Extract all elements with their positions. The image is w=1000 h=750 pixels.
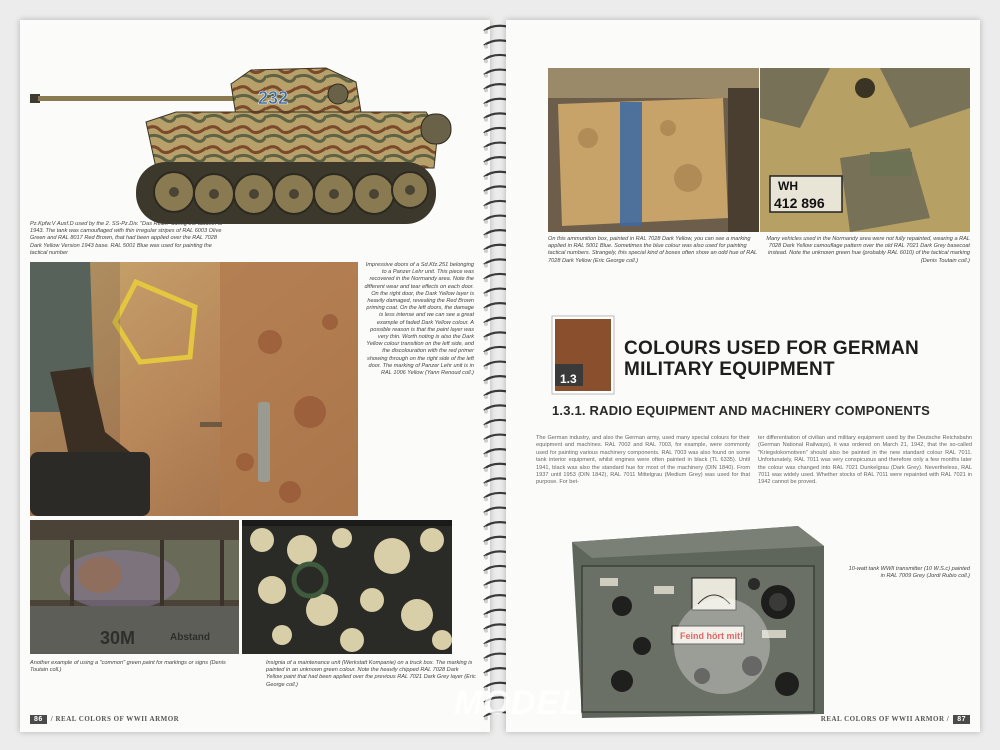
truck-box-photo xyxy=(242,520,452,654)
left-footer xyxy=(30,715,179,724)
binding-hole xyxy=(484,132,488,136)
binding-hole xyxy=(484,672,488,676)
section-title-line-1: COLOURS USED FOR GERMAN xyxy=(624,338,920,359)
truck-box-caption: Insignia of a maintenance unit (Werkstatt Kompanie) on a truck box. The marking is painted in an unknown green colour. Note the heavily chipped RAL 7028 Dark Yellow paint that had been applied over the previous RAL 7021 Dark Grey layer (Eric George coll.) xyxy=(266,660,476,688)
door-caption: Impressive doors of a Sd.Kfz.251 belonging to a Panzer Lehr unit. This piece was recovered in the Normandy area. Note the different wear and tear effects on each door. On the right door, the Dark Yellow layer is heavily damaged, revealing the Red Brown priming coat. On the left doors, the damage is less intense and we can see a great example of faded Dark Yellow colour. A possible reason is that the paint layer was very thin. Worth noting is also the Dark Yellow colour transition on the left side, and the discolouration with the red primer showing through on the right side of the left door. The marking of Panzer Lehr unit is in RAL 1006 Yellow (Yann Renoud coll.) xyxy=(364,262,474,377)
binding-hole xyxy=(484,205,488,209)
binding-hole xyxy=(484,337,488,341)
binding-hole xyxy=(484,599,488,603)
binding-hole xyxy=(484,45,488,49)
binding-hole xyxy=(484,307,488,311)
green-marking-photo xyxy=(30,520,239,654)
green-marking-caption: Another example of using a "common" green paint for markings or signs (Denis Toutain coll.) xyxy=(30,660,226,674)
binding-hole xyxy=(484,541,488,545)
right-footer-text: REAL COLORS OF WWII ARMOR / xyxy=(820,715,950,723)
section-title-line-2: MILITARY EQUIPMENT xyxy=(624,359,835,380)
binding-hole xyxy=(484,468,488,472)
plate-line-2: 412 896 xyxy=(774,195,825,211)
binding-hole xyxy=(484,264,488,268)
left-footer-text: / REAL COLORS OF WWII ARMOR xyxy=(50,715,180,723)
binding-hole xyxy=(484,658,488,662)
binding-hole xyxy=(484,234,488,238)
binding-hole xyxy=(484,176,488,180)
binding-hole xyxy=(484,497,488,501)
vehicle-caption: Many vehicles used in the Normandy area were not fully repainted, wearing a RAL 7028 Dark Yellow camouflage pattern over the old RAL 7021 Dark Grey basecoat instead. Note the unknown green hue (probably RAL 6010) of the tactical marking (Denis Toutain coll.) xyxy=(766,236,970,264)
binding-hole xyxy=(484,88,488,92)
binding-hole xyxy=(484,293,488,297)
binding-hole xyxy=(484,191,488,195)
binding-hole xyxy=(484,59,488,63)
tactical-number: 232 xyxy=(258,88,289,108)
binding-hole xyxy=(484,147,488,151)
binding-hole xyxy=(484,614,488,618)
binding-hole xyxy=(484,380,488,384)
ammo-box-caption: On this ammunition box, painted in RAL 7028 Dark Yellow, you can see a marking applied in RAL 5001 Blue. Sometimes the blue colour was also used for painting tactical numbers. Strangely, this special kind of boxes often show an odd hue of RAL 7028 Dark Yellow (Eric George coll.) xyxy=(548,236,758,264)
binding-hole xyxy=(484,556,488,560)
binding-hole xyxy=(484,30,488,34)
radio-transmitter-photo xyxy=(562,506,834,722)
binding-hole xyxy=(484,643,488,647)
stencil-abstand: Abstand xyxy=(170,632,210,643)
binding-hole xyxy=(484,424,488,428)
binding-hole xyxy=(484,585,488,589)
binding-hole xyxy=(484,322,488,326)
halftrack-door-photo xyxy=(30,262,358,516)
binding-hole xyxy=(484,526,488,530)
binding-hole xyxy=(484,220,488,224)
section-title xyxy=(624,338,919,380)
left-page xyxy=(20,20,490,732)
binding-hole xyxy=(484,629,488,633)
binding-hole xyxy=(484,453,488,457)
binding-hole xyxy=(484,118,488,122)
binding-hole xyxy=(484,512,488,516)
page-number-left: 86 xyxy=(30,715,47,724)
radio-caption: 10-watt tank WWII transmitter (10 W.S.c) painted in RAL 7009 Grey (Jordi Rubio coll.) xyxy=(848,566,970,580)
binding-hole xyxy=(484,351,488,355)
subsection-title: 1.3.1. RADIO EQUIPMENT AND MACHINERY COMPONENTS xyxy=(552,403,931,418)
binding-hole xyxy=(484,395,488,399)
vehicle-license-plate-photo xyxy=(760,68,970,232)
binding-hole xyxy=(484,410,488,414)
binding-hole xyxy=(484,74,488,78)
right-footer xyxy=(821,715,970,724)
section-number-badge xyxy=(552,316,614,394)
body-column-1: The German industry, and also the German army, used many special colours for their equipment and machines. RAL 7002 and RAL 7003, for example, were commonly used for painting various machinery components. RAL 7003 was also found on some tank interior equipment, whilst engines were often painted in black (TL 6335). Until 1941, black was also the standard hue for most of the machinery (DIN 1840). From 1937 until 1953 (DIN 1842), RAL 7011 Mittelgrau (Medium Grey) was used for that purpose. For bet- xyxy=(536,435,750,486)
binding-hole xyxy=(484,249,488,253)
panther-tank-illustration xyxy=(26,64,456,234)
binding-hole xyxy=(484,483,488,487)
binding-hole xyxy=(484,366,488,370)
page-number-right: 87 xyxy=(953,715,970,724)
right-page xyxy=(454,20,980,732)
stencil-30m: 30M xyxy=(100,628,136,648)
binding-hole xyxy=(484,278,488,282)
binding-hole xyxy=(484,570,488,574)
binding-hole xyxy=(484,161,488,165)
binding-hole xyxy=(484,103,488,107)
model-watermark: MODEL xyxy=(454,684,582,722)
plate-line-1: WH xyxy=(778,179,798,193)
binding-hole xyxy=(484,439,488,443)
tank-caption: Pz.Kpfw.V Ausf.D used by the 2. SS-Pz.Div. "Das Reich" during the autumn of 1943. The tank was camouflaged with thin irregular stripes of RAL 6003 Olive Green and RAL 8017 Red Brown, that had been applied over the RAL 7028 Dark Yellow Version 1943 base. RAL 5001 Blue was used for painting the tactical number xyxy=(30,221,223,256)
ammunition-box-photo xyxy=(548,68,759,232)
section-number: 1.3 xyxy=(560,372,577,386)
body-column-2: ter differentiation of civilian and military equipment used by the Deutsche Reichsbahn (German National Railways), it was ordered on March 21, 1942, that the so-called "Kriegslokomotiven" should also be painted in the new standard colour RAL 7011. Unfortunately, RAL 7011 was very conspicuous and therefore only a few months later the colour was changed into RAL 7021 Dunkelgrau (Dark Grey). Nevertheless, RAL 7011 was widely used. Whether stocks of RAL 7011 were repainted with RAL 7021 in 1942 cannot be proved. xyxy=(758,435,972,486)
feind-hoert-mit-label: Feind hört mit! xyxy=(680,631,743,641)
